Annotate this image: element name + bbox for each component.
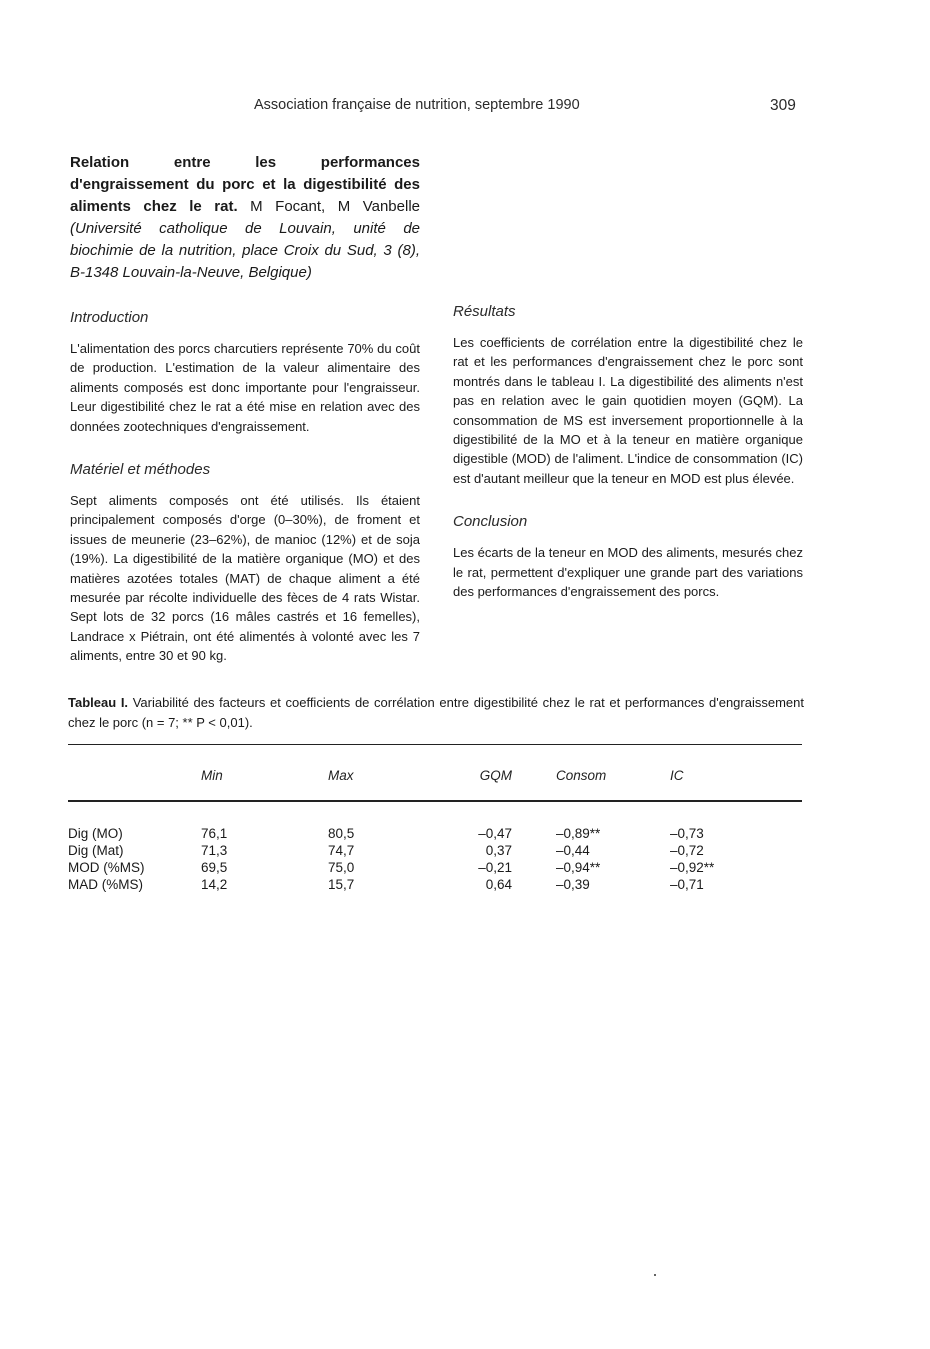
cell-ic: –0,73 [670,826,704,841]
table-caption-label: Tableau I. [68,695,129,710]
cell-max: 74,7 [328,843,355,858]
column-header-max: Max [328,768,354,783]
cell-max: 75,0 [328,860,355,875]
cell-ic: –0,71 [670,877,704,892]
cell-min: 76,1 [201,826,228,841]
cell-max: 15,7 [328,877,355,892]
cell-min: 71,3 [201,843,228,858]
article-affiliation: (Université catholique de Louvain, unité de biochimie de la nutrition, place Croix du Sud, 3 (8), B-1348 Louvain-la-Neuve, Belgique) [70,220,420,281]
cell-gqm: 0,64 [485,877,512,892]
table-row [68,826,802,843]
row-label: Dig (MO) [68,826,123,841]
data-table [68,744,802,904]
table-caption [68,693,804,732]
article-heading [70,152,420,284]
table-row [68,860,802,877]
row-label: MOD (%MS) [68,860,145,875]
cell-ic: –0,72 [670,843,704,858]
right-column [453,152,803,601]
cell-consom: –0,89** [556,826,601,841]
cell-gqm: –0,21 [478,860,512,875]
cell-min: 14,2 [201,877,228,892]
methods-heading: Matériel et méthodes [70,461,211,479]
cell-gqm: –0,47 [478,826,512,841]
column-header-ic: IC [670,768,684,783]
table-row [68,843,802,860]
column-header-consom: Consom [556,768,607,783]
scan-speck [654,1274,656,1276]
conclusion-text: Les écarts de la teneur en MOD des aliments, mesurés chez le rat, permettent d'expliquer une grande part des variations des performances d'engraissement des porcs. [453,545,803,600]
introduction-heading: Introduction [70,309,149,326]
row-label: MAD (%MS) [68,877,143,892]
results-text: Les coefficients de corrélation entre la digestibilité chez le rat et les performances d'engraissement chez le porc sont montrés dans le tableau I. La digestibilité des aliments n'est pas en relation avec le gain quotidien moyen (GQM). La consommation de MS est inversement proportionnelle à la digestibilité de la MO et à la teneur en matière organique digestible (MOD) de l'aliment. L'indice de consommation (IC) est d'autant meilleur que la teneur en MOD est plus élevée. [453,335,803,486]
cell-ic: –0,92** [670,860,715,875]
column-header-min: Min [201,768,223,783]
row-label: Dig (Mat) [68,843,124,858]
methods-text: Sept aliments composés ont été utilisés. Ils étaient principalement composés d'orge (0–30%), de froment et issues de meunerie (23–62%), de manioc (12%) et de soja (19%). La digestibilité de la matière organique (MO) et des matières azotées totales (MAT) de chaque aliment a été mesurée par récolte individuelle des fèces de 4 rats Wistar. Sept lots de 32 porcs (16 mâles castrés et 16 femelles), Landrace x Piétrain, ont été alimentés à volonté avec les 7 aliments, entre 30 et 90 kg. [70,493,420,664]
table-caption-text: Variabilité des facteurs et coefficients de corrélation entre digestibilité chez le rat et performances d'engraissement chez le porc (n = 7; ** P < 0,01). [68,695,804,730]
page-number: 309 [770,97,796,114]
journal-name: Association française de nutrition, septembre 1990 [254,97,580,113]
cell-consom: –0,39 [556,877,590,892]
results-heading: Résultats [453,303,516,320]
cell-gqm: 0,37 [485,843,512,858]
article-title: Relation entre les performances d'engraissement du porc et la digestibilité des aliments chez le rat. [70,154,420,215]
introduction-text: L'alimentation des porcs charcutiers représente 70% du coût de production. L'estimation de la valeur alimentaire des aliments composés est donc importante pour l'engraisseur. Leur digestibilité chez le rat a été mise en relation avec des données zootechniques d'engraissement. [70,341,420,434]
column-header-gqm: GQM [479,768,512,783]
cell-min: 69,5 [201,860,228,875]
running-head [0,97,930,119]
left-column [70,152,420,666]
table-row [68,877,802,894]
article-authors: M Focant, M Vanbelle [250,198,420,215]
cell-consom: –0,44 [556,843,590,858]
table-header-rule [68,800,802,802]
cell-consom: –0,94** [556,860,601,875]
cell-max: 80,5 [328,826,355,841]
conclusion-heading: Conclusion [453,513,528,531]
table-top-rule [68,744,802,745]
